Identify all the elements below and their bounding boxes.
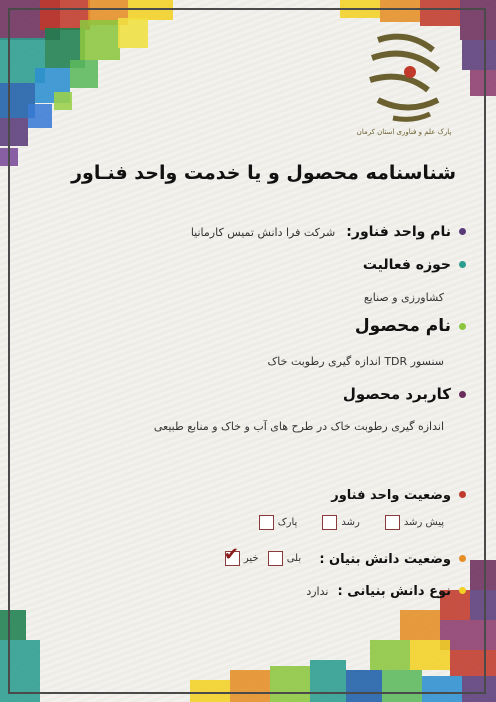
- usage-value: اندازه گیری رطوبت خاک در طرح های آب و خاک و منابع طبیعی: [153, 420, 444, 433]
- page-title: شناسنامه محصول و یا خدمت واحد فنـاور: [71, 162, 456, 184]
- kb-type-value: ندارد: [306, 585, 329, 598]
- checkmark-icon: ✔: [223, 544, 239, 565]
- product-label: نام محصول: [354, 316, 451, 336]
- bullet-dot: [459, 491, 466, 498]
- status-option-pre-growth-label: پیش رشد: [403, 517, 444, 528]
- bullet-dot: [459, 228, 466, 235]
- kb-row: [221, 544, 466, 567]
- unit-name-value: شرکت فرا دانش تمیس کارمانیا: [190, 226, 336, 239]
- kb-option-no-label: خیر: [243, 553, 259, 564]
- park-logo: [358, 30, 450, 140]
- activity-value: کشاورزی و صنایع: [363, 291, 444, 304]
- unit-name-label: نام واحد فناور:: [346, 224, 451, 240]
- status-label: وضعیت واحد فناور: [331, 488, 451, 503]
- kb-type-label: نوع دانش بنیانی :: [337, 584, 451, 599]
- unit-name-row: [191, 221, 466, 240]
- kb-type-row: [306, 580, 466, 599]
- bullet-dot: [459, 261, 466, 268]
- status-option-growth-checkbox[interactable]: [322, 515, 337, 530]
- status-heading: [331, 484, 466, 503]
- status-option-park-checkbox[interactable]: [259, 515, 274, 530]
- kb-option-yes-checkbox[interactable]: [268, 551, 283, 566]
- product-value: سنسور TDR اندازه گیری رطوبت خاک: [267, 355, 444, 368]
- status-option-park-label: پارک: [277, 517, 298, 528]
- status-option-growth-label: رشد: [341, 517, 360, 528]
- usage-label: کاربرد محصول: [342, 385, 451, 403]
- activity-label: حوزه فعالیت: [362, 257, 451, 273]
- bullet-dot: [459, 555, 466, 562]
- kb-label: وضعیت دانش بنیان :: [319, 552, 451, 567]
- usage-heading: [343, 384, 466, 403]
- science-park-logo-icon: [358, 30, 450, 130]
- kb-option-no-checkbox[interactable]: [223, 544, 240, 566]
- bullet-dot: [459, 391, 466, 398]
- kb-option-yes-label: بلی: [286, 553, 302, 564]
- status-option-pre-growth-checkbox[interactable]: [385, 515, 400, 530]
- bullet-dot: [459, 587, 466, 594]
- product-heading: [355, 316, 466, 336]
- activity-heading: [363, 254, 466, 273]
- status-options: [255, 515, 444, 530]
- bullet-dot: [459, 323, 466, 330]
- logo-caption: پارک علم و فناوری استان کرمان: [356, 128, 452, 136]
